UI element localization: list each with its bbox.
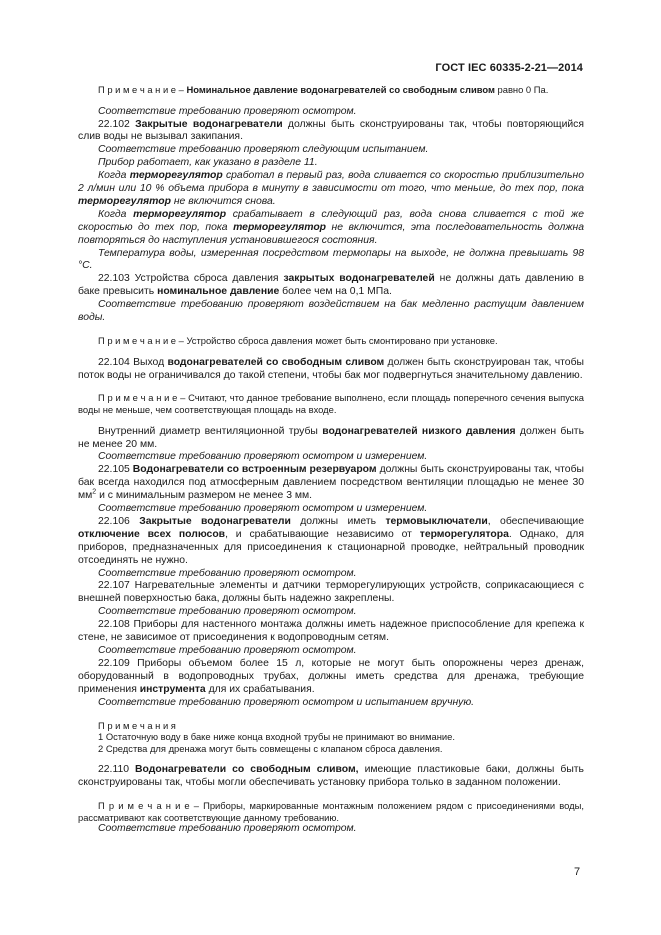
page-content: [78, 84, 584, 836]
clause-text: не должны дать давлению в баке превысить: [78, 273, 585, 298]
note-label: П р и м е ч а н и е –: [98, 800, 199, 812]
notes-heading: П р и м е ч а н и я: [98, 719, 176, 731]
clause-text: для их срабатывания.: [205, 683, 315, 695]
test-step: [78, 170, 584, 209]
note-pressure-relief: [78, 335, 584, 347]
bold-term: закрытых водонагревателей: [283, 273, 435, 285]
compliance-line: Соответствие требованию проверяют осмотром.: [98, 823, 357, 835]
bold-term: номинальное давление: [157, 286, 280, 298]
clause-text: Внутренний диаметр вентиляционной трубы: [98, 425, 323, 437]
test-step: Температура воды, измеренная посредством термопары на выходе, не должна превышать 98 °С.: [78, 247, 584, 272]
test-step: [78, 209, 584, 248]
clause-text: , и срабатывающие независимо от: [225, 528, 420, 540]
clause-text: должны быть сконструированы так, чтобы бак всегда находился под атмосферным давлением посредством вентиляции площадью не менее 30 мм: [78, 464, 584, 502]
clause-text: более чем на 0,1 МПа.: [279, 286, 392, 298]
note-text: равно 0 Па.: [494, 84, 549, 95]
note-text: Приборы, маркированные монтажным положением рядом с присоединениями воды, рассматривают как соответствующие данному требованию.: [78, 800, 584, 823]
note-text: Устройство сброса давления может быть смонтировано при установке.: [183, 335, 498, 346]
note-text: Считают, что данное требование выполнено, если площадь поперечного сечения выпуска воды не меньше, чем соответствующая площадь на входе.: [78, 392, 584, 415]
compliance-line: Соответствие требованию проверяют осмотром.: [98, 567, 357, 579]
clause-text: должен быть не менее 20 мм.: [78, 425, 584, 450]
bold-term: терморегулятор: [129, 170, 223, 182]
vent-pipe-paragraph: [78, 426, 584, 452]
bold-term: Закрытые водонагреватели: [135, 118, 283, 130]
bold-term: отключение всех полюсов: [78, 528, 226, 540]
clause-number: 22.110: [98, 764, 136, 776]
text: Когда: [98, 170, 130, 182]
clause-22-107: 22.107 Нагревательные элементы и датчики терморегулирующих устройств, соприкасающиеся с внешней поверхностью бака, должны быть надежно закреплены.: [78, 580, 584, 605]
note-item-2: 2 Средства для дренажа могут быть совмещены с клапаном сброса давления.: [98, 742, 443, 754]
clause-text: и с минимальным размером не менее 3 мм.: [96, 490, 313, 502]
clause-text: . Однако, для приборов, предназначенных для присоединения к стационарной проводке, нейтральный проводник отсоединять не нужно.: [78, 528, 584, 566]
superscript: 2: [92, 488, 97, 496]
text: не включится, эта последовательность должна повторяться до наступления установившегося состояния.: [78, 221, 584, 246]
text: Когда: [98, 208, 134, 220]
bold-term: Водонагреватели со встроенным резервуаром: [132, 464, 377, 476]
text: сработал в первый раз, вода сливается со скоростью приблизительно 2 л/мин или 10 % объема прибора в минуту в зависимости от того, что меньше, до тех пор, пока: [78, 170, 584, 195]
bold-term: Закрытые водонагреватели: [139, 515, 291, 527]
note-item-1: 1 Остаточную воду в баке ниже конца входной трубы не принимают во внимание.: [98, 731, 455, 743]
note-mounting-position: [78, 800, 584, 823]
bold-term: Водонагреватели со свободным сливом,: [135, 764, 359, 776]
compliance-line: Соответствие требованию проверяют осмотром.: [98, 645, 357, 656]
text: не включится снова.: [170, 195, 276, 207]
clause-22-105: [78, 464, 584, 503]
clause-text: , обеспечивающие: [487, 515, 585, 527]
clause-22-110: [78, 764, 584, 790]
clause-text: должны быть сконструированы так, чтобы повторяющийся слив воды не вызывал закипания.: [78, 118, 584, 143]
compliance-line: Соответствие требованию проверяют осмотром и измерением.: [98, 451, 428, 463]
text: срабатывает в следующий раз, вода снова сливается с той же скоростью до тех пор, пока: [78, 208, 584, 233]
note-label: П р и м е ч а н и е –: [98, 335, 184, 346]
clause-22-102: [78, 119, 584, 145]
clause-22-103: [78, 273, 584, 299]
clause-22-109: [78, 658, 584, 697]
bold-term: терморегулятор: [133, 208, 227, 220]
page-number: 7: [574, 866, 581, 878]
note-nominal-pressure: [78, 84, 584, 96]
compliance-line: Соответствие требованию проверяют осмотром.: [98, 105, 357, 117]
clause-number: 22.106: [98, 515, 140, 527]
bold-term: водонагревателей со свободным сливом: [167, 356, 385, 368]
clause-number: 22.102: [98, 118, 136, 130]
note-label: П р и м е ч а н и е –: [98, 84, 184, 95]
bold-term: инструмента: [139, 683, 206, 695]
clause-text: 22.109 Приборы объемом более 15 л, которые не могут быть опорожнены через дренаж, оборудованный в водопроводных трубах, должны иметь средства для дренажа, требующие применения: [78, 657, 584, 695]
compliance-line: Соответствие требованию проверяют воздействием на бак медленно растущим давлением воды.: [78, 299, 584, 324]
bold-term: термовыключатели: [385, 515, 488, 527]
compliance-line: Соответствие требованию проверяют осмотром.: [98, 606, 357, 618]
clause-22-106: [78, 516, 584, 568]
test-step: Прибор работает, как указано в разделе 11.: [98, 157, 318, 169]
clause-text: 22.104 Выход: [98, 356, 168, 368]
clause-text: 22.103 Устройства сброса давления: [98, 273, 284, 285]
bold-term: терморегулятора: [419, 528, 509, 540]
clause-text: имеющие пластиковые баки, должны быть сконструированы так, чтобы могли обеспечивать установку прибора только в заданном положении.: [78, 764, 584, 789]
bold-term: терморегулятор: [78, 195, 171, 207]
note-outlet-area: [78, 392, 584, 415]
compliance-line: Соответствие требованию проверяют следующим испытанием.: [98, 144, 429, 156]
compliance-line: Соответствие требованию проверяют осмотром и испытанием вручную.: [98, 696, 475, 708]
compliance-line: Соответствие требованию проверяют осмотром и измерением.: [98, 503, 428, 515]
note-label: П р и м е ч а н и е –: [98, 392, 186, 404]
clause-text: должен быть сконструирован так, чтобы поток воды не ограничивался до такой степени, чтобы бак мог подвергнуться значительному давлению.: [78, 356, 584, 381]
clause-text: должны иметь: [290, 515, 386, 527]
clause-number: 22.105: [98, 464, 133, 476]
bold-term: терморегулятор: [233, 221, 327, 233]
bold-term: водонагревателей низкого давления: [322, 425, 516, 437]
standard-header: ГОСТ IEC 60335-2-21—2014: [435, 62, 583, 74]
clause-22-108: 22.108 Приборы для настенного монтажа должны иметь надежное приспособление для крепежа к стене, не зависимое от присоединения к водопроводным сетям.: [78, 619, 584, 644]
bold-term: Номинальное давление водонагревателей со свободным сливом: [183, 84, 495, 95]
clause-22-104: [78, 357, 584, 383]
